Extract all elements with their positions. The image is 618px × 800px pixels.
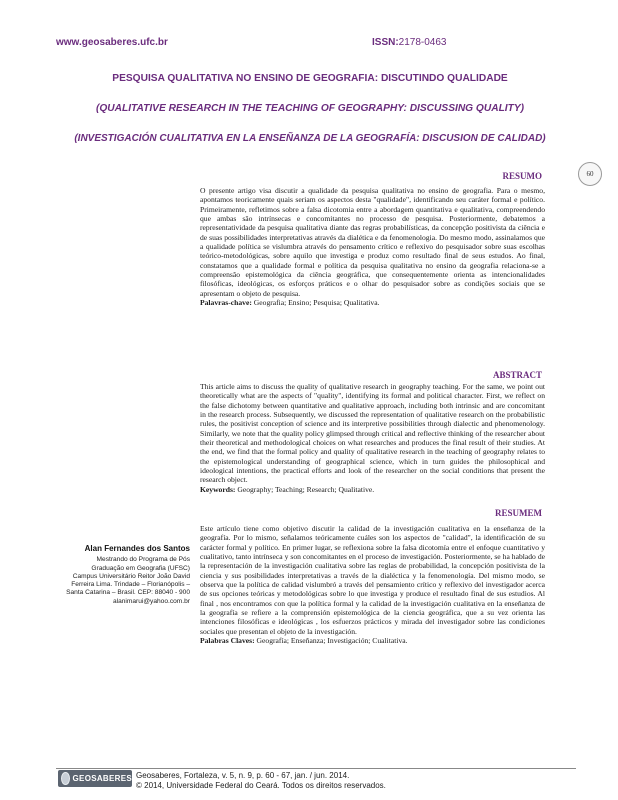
journal-website-link[interactable]: www.geosaberes.ufc.br	[56, 37, 168, 48]
logo-wordmark: GEOSABERES	[72, 774, 132, 783]
issn-label	[372, 37, 447, 48]
title-spanish: (INVESTIGACIÓN CUALITATIVA EN LA ENSEÑANZA DE LA GEOGRAFÍA: DISCUSION DE CALIDAD)	[74, 133, 546, 144]
resumo-heading: RESUMO	[502, 171, 542, 181]
abstract-paragraph	[200, 382, 545, 494]
geosaberes-logo	[58, 770, 132, 787]
resumen-body: Este artículo tiene como objetivo discutir la calidad de la investigación cualitativa en la enseñanza de la geografía. Por lo mismo, señalamos teóricamente cuáles son los aspectos de "calidad", la identificación de su carácter formal y político. En primer lugar, se reflexiona sobre la falsa dicotomía entre el enfoque cuantitativo y cualitativo, tanto intrínseca y son concomitantes en el proceso de investigación. Posteriormente, se ha hablado de la representación de la investigación cualitativa sobre las reglas de probabilidad, la concepción positivista de la ciencia y sus posibilidades interpretativas a través de la dialéctica y la fenomenología. Del mismo modo, se observa que la política de calidad vislumbró a través del pensamiento crítico y reflexivo del investigador acerca de sus opciones teóricas y metodológicas sobre lo que investiga y produce el resultado final de sus estudios. Al final , nos encontramos con que la política formal y la calidad de la investigación cualitativa en la enseñanza de la geografía se refiere a la comprensión epistemológica de la ciencia geográfica, que a su vez orienta las intenciones filosóficas e ideológicas , los esfuerzos prácticos y mirada del investigador sobre las condiciones sociales que presentan el objeto de la investigación.	[200, 524, 545, 636]
author-email[interactable]: alanimarui@yahoo.com.br	[112, 597, 190, 605]
author-affiliation	[50, 545, 190, 606]
globe-icon	[61, 772, 70, 785]
issn-value: 2178-0463	[398, 37, 447, 48]
abstract-body: This article aims to discuss the quality of qualitative research in geography teaching. For the same, we point out theoretically what are the aspects of "quality", identifying its formal and political character. First, we reflect on the false dichotomy between quantitative and qualitative approach, including both intrinsic and are concomitant in the research process. Subsequently, we discussed the representation of qualitative research on the probabilistic rules, the positivist conception of science and its interpretive possibilities through dialectic and phenomenology. Similarly, we note that the quality policy glimpsed through critical and reflective thinking of the researcher about their theoretical and methodological choices on what researches and produces the final result of their studies. At the end, we find that the formal policy and quality of qualitative research in the teaching of geography relates to the epistemological understanding of geographical science, which in turn guides the philosophical and ideological intentions, the practical efforts and look of the researcher on the social conditions that present the research object.	[200, 382, 545, 485]
abstract-keywords: Geography; Teaching; Research; Qualitative.	[235, 484, 375, 494]
resumen-keywords-label: Palabras Claves:	[200, 636, 255, 646]
author-name: Alan Fernandes dos Santos	[84, 544, 190, 553]
resumo-body: O presente artigo visa discutir a qualidade da pesquisa qualitativa no ensino de geografia. Para o mesmo, apontamos teoricamente quais seriam os aspectos desta "qualidade", identificando seu caráter formal e político. Primeiramente, refletimos sobre a falsa dicotomia entre a abordagem quantitativa e qualitativa, compreendendo que ambas são intrínsecas e concomitantes no processo de pesquisa. Posteriormente, debatemos a representatividade da pesquisa qualitativa diante das regras probabilísticas, da concepção positivista da ciência e de suas possibilidades interpretativas através da dialética e da fenomenologia. Do mesmo modo, assinalamos que a qualidade política se vislumbra através do pensamento crítico e reflexivo do pesquisador sobre suas escolhas teórico-metodológicas, sobre aquilo que investiga e produz como resultado final de seus estudos. Ao final, constatamos que a qualidade formal e política da pesquisa qualitativa no ensino da geografia relaciona-se a compreensão epistemológica da ciência geográfica, que consequentemente orienta as intencionalidades filosóficas, ideológicas, os esforços práticos e o olhar do pesquisador sobre as condições sociais que se apresentam o objeto de pesquisa.	[200, 186, 545, 298]
issn-prefix: ISSN:	[372, 37, 399, 48]
resumo-keywords-label: Palavras-chave:	[200, 298, 252, 308]
resumo-paragraph	[200, 186, 545, 307]
author-line: Campus Universitário Reitor João David	[72, 572, 190, 580]
footer-citation: Geosaberes, Fortaleza, v. 5, n. 9, p. 60 - 67, jan. / jun. 2014.	[136, 771, 350, 780]
title-portuguese: PESQUISA QUALITATIVA NO ENSINO DE GEOGRAFIA: DISCUTINDO QUALIDADE	[112, 73, 508, 84]
author-line: Ferreira Lima. Trindade – Florianópolis –	[71, 581, 190, 589]
author-line: Santa Catarina – Brasil. CEP: 88040 - 900	[66, 589, 190, 597]
abstract-heading: ABSTRACT	[492, 370, 542, 380]
author-line: Mestrando do Programa de Pós	[96, 556, 190, 564]
footer-copyright: © 2014, Universidade Federal do Ceará. Todos os direitos reservados.	[136, 781, 386, 790]
abstract-keywords-label: Keywords:	[200, 484, 236, 494]
resumen-paragraph	[200, 524, 545, 645]
author-line: Graduação em Geografia (UFSC)	[91, 564, 190, 572]
title-english: (QUALITATIVE RESEARCH IN THE TEACHING OF GEOGRAPHY: DISCUSSING QUALITY)	[95, 103, 525, 114]
resumen-heading: RESUMEM	[495, 508, 542, 518]
page-number-badge: 60	[578, 162, 602, 186]
resumo-keywords: Geografia; Ensino; Pesquisa; Qualitativa.	[251, 298, 380, 308]
resumen-keywords: Geografía; Enseñanza; Investigación; Cualitativa.	[254, 636, 408, 646]
footer-divider	[56, 768, 576, 769]
